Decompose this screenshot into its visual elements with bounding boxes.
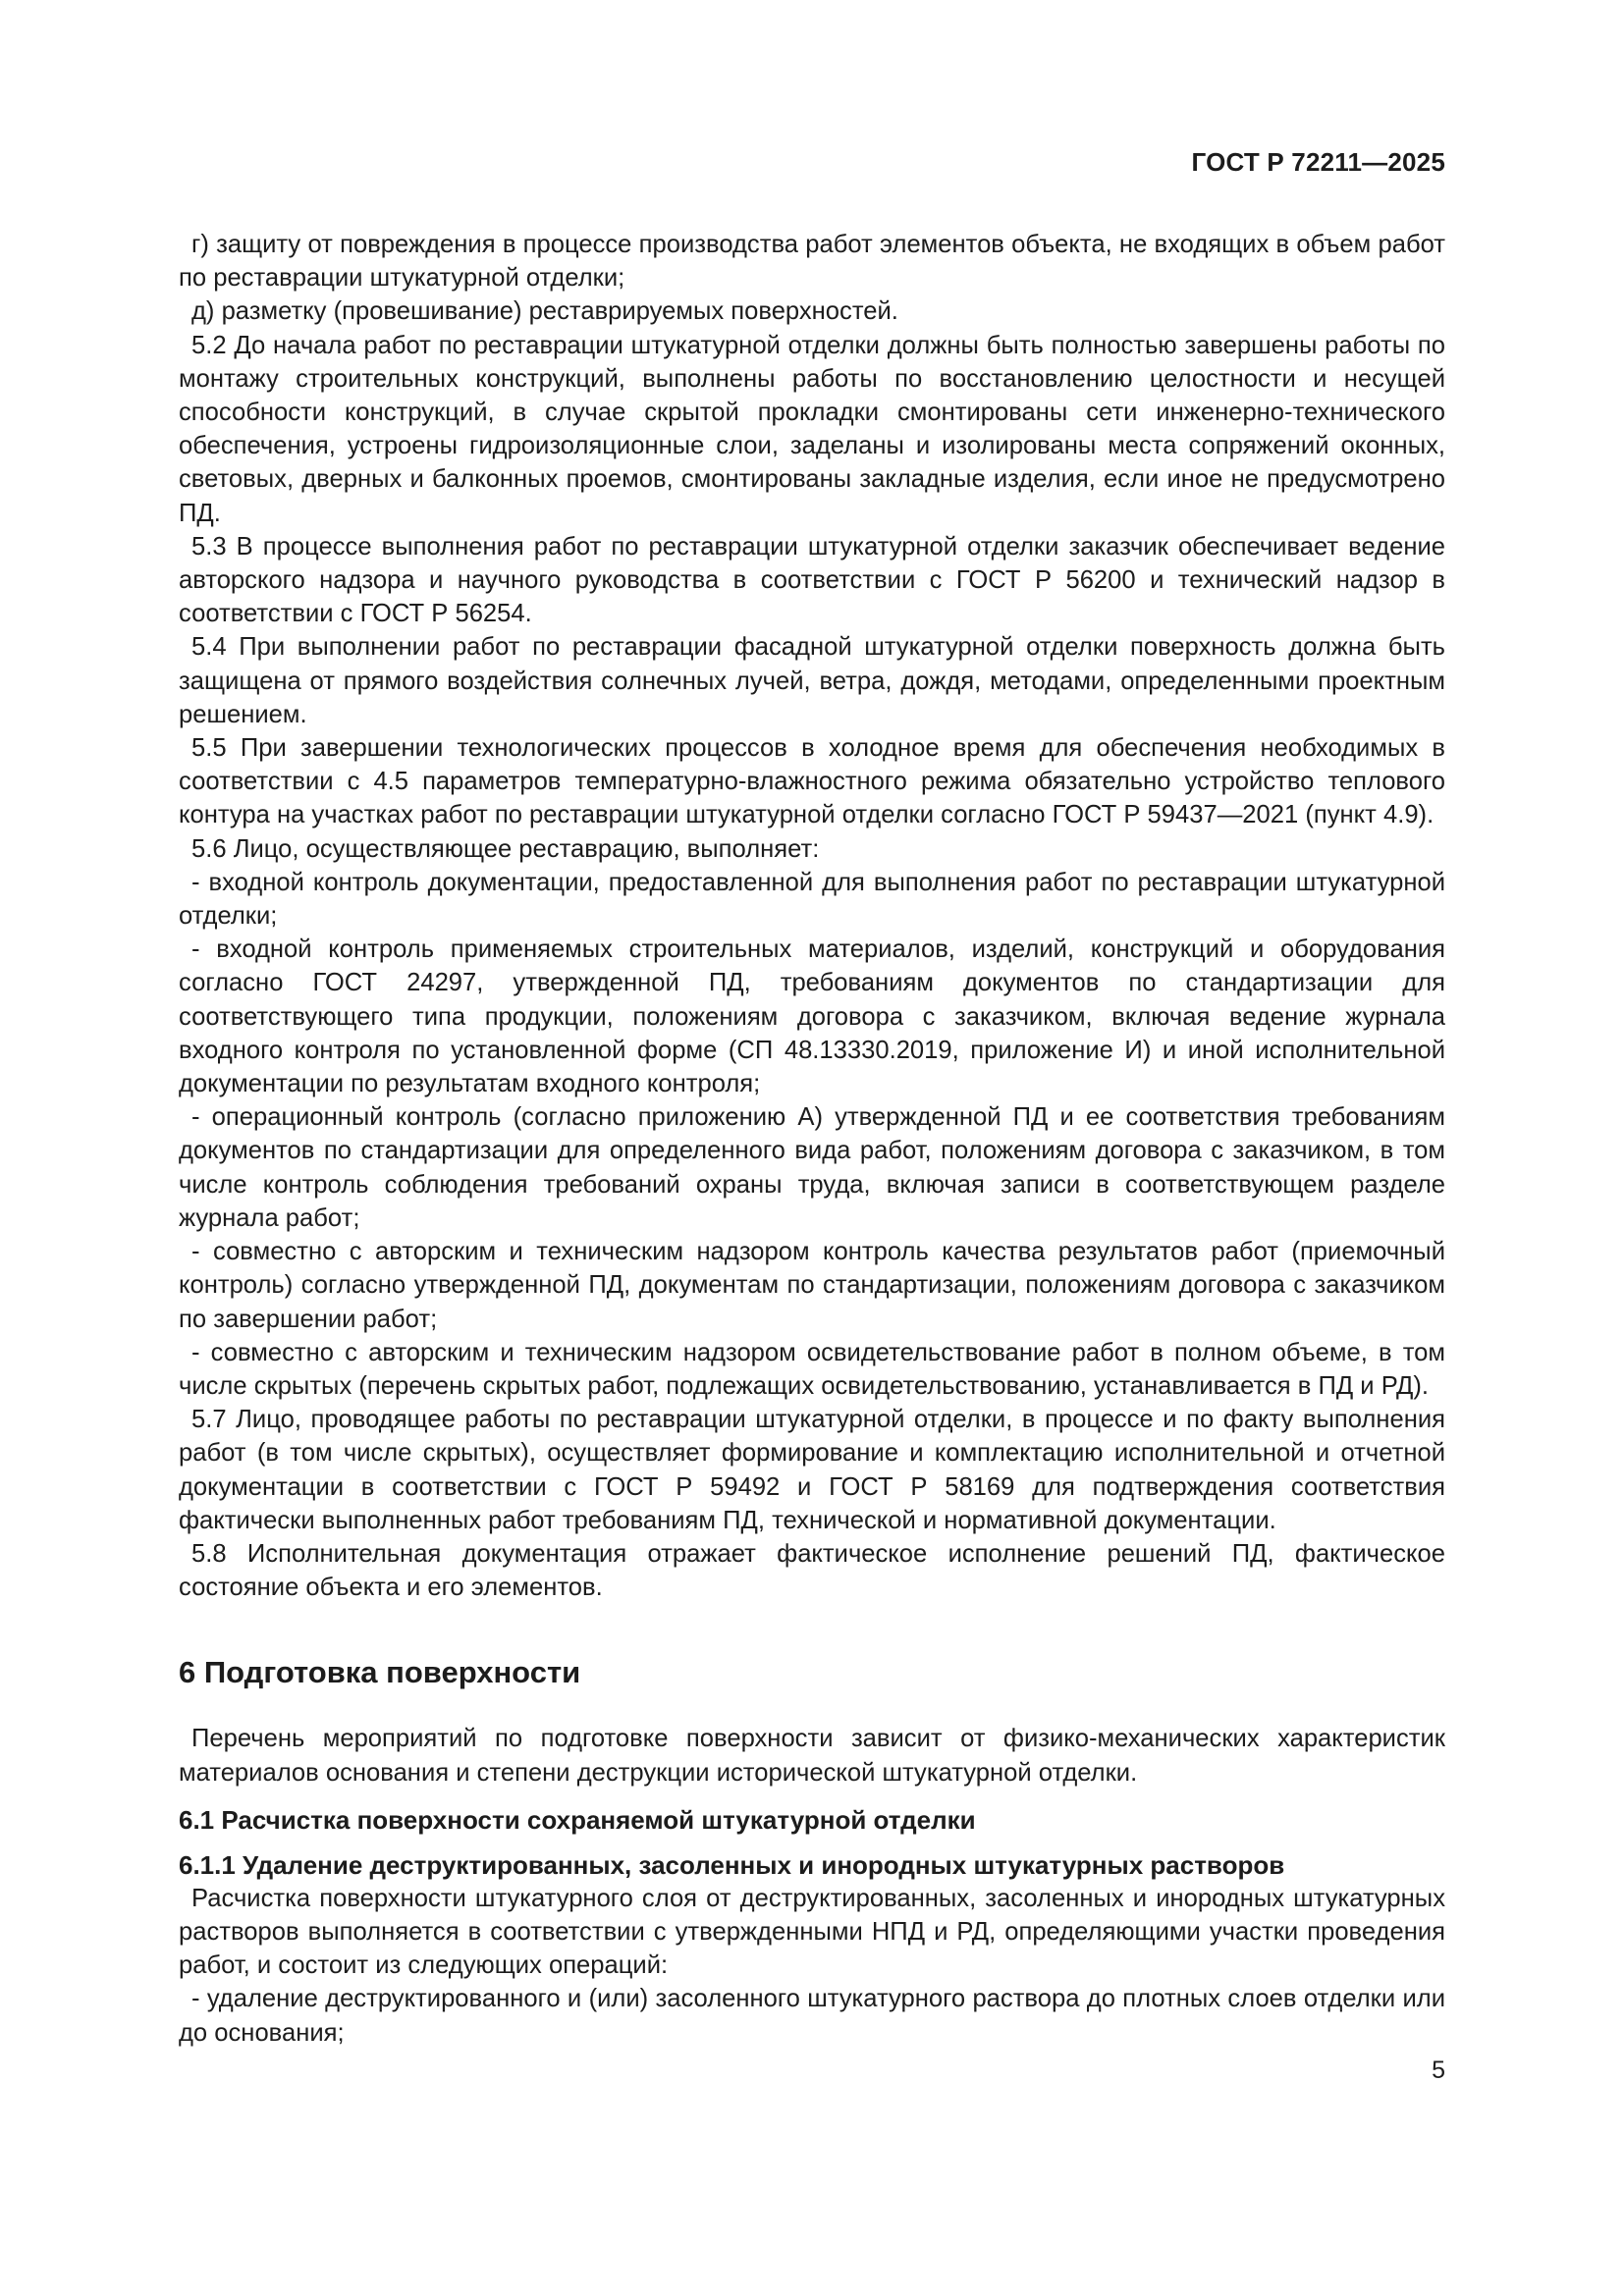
page-number: 5 — [1432, 2056, 1445, 2084]
document-body — [179, 228, 1445, 2050]
section-6-title: 6 Подготовка поверхности — [179, 1655, 581, 1690]
list-item-acceptance-control: - совместно с авторским и техническим надзором контроль качества результатов работ (приемочный контроль) согласно утвержденной ПД, документам по стандартизации, положениям договора с заказчиком по завершении работ; — [179, 1238, 1445, 1333]
paragraph-5-2: 5.2 До начала работ по реставрации штукатурной отделки должны быть полностью завершены работы по монтажу строительных конструкций, выполнены работы по восстановлению целостности и несущей способности конструкций, в случае скрытой прокладки смонтированы сети инженерно-технического обеспечения, устроены гидроизоляционные слои, заделаны и изолированы места сопряжений оконных, световых, дверных и балконных проемов, смонтированы закладные изделия, если иное не предусмотрено ПД. — [179, 331, 1445, 527]
subsection-6-1-1-item-1: - удаление деструктированного и (или) засоленного штукатурного раствора до плотных слоев отделки или до основания; — [179, 1985, 1445, 2047]
subsection-6-1-1-text: Расчистка поверхности штукатурного слоя от деструктированных, засоленных и инородных штукатурных растворов выполняется в соответствии с утвержденными НПД и РД, определяющими участки проведения работ, и состоит из следующих операций: — [179, 1884, 1445, 1980]
paragraph-5-7: 5.7 Лицо, проводящее работы по реставрации штукатурной отделки, в процессе и по факту выполнения работ (в том числе скрытых), осуществляет формирование и комплектацию исполнительной и отчетной документации в соответствии с ГОСТ Р 59492 и ГОСТ Р 58169 для подтверждения соответствия фактически выполненных работ требованиям ПД, технической и нормативной документации. — [179, 1406, 1445, 1534]
document-header-id: ГОСТ Р 72211—2025 — [1191, 147, 1445, 177]
list-item-inspection: - совместно с авторским и техническим надзором освидетельствование работ в полном объеме, в том числе скрытых (перечень скрытых работ, подлежащих освидетельствованию, устанавливается в ПД и РД). — [179, 1338, 1445, 1400]
paragraph-5-8: 5.8 Исполнительная документация отражает фактическое исполнение решений ПД, фактическое состояние объекта и его элементов. — [179, 1539, 1445, 1602]
subsection-6-1-title: 6.1 Расчистка поверхности сохраняемой штукатурной отделки — [179, 1804, 976, 1835]
section-6-intro: Перечень мероприятий по подготовке поверхности зависит от физико-механических характеристик материалов основания и степени деструкции исторической штукатурной отделки. — [179, 1725, 1445, 1787]
paragraph-5-5: 5.5 При завершении технологических процессов в холодное время для обеспечения необходимых в соответствии с 4.5 параметров температурно-влажностного режима обязательно устройство теплового контура на участках работ по реставрации штукатурной отделки согласно ГОСТ Р 59437—2021 (пункт 4.9). — [179, 734, 1445, 829]
paragraph-item-d: д) разметку (провешивание) реставрируемых поверхностей. — [191, 297, 898, 326]
list-item-input-materials: - входной контроль применяемых строительных материалов, изделий, конструкций и оборудования согласно ГОСТ 24297, утвержденной ПД, требованиям документов по стандартизации для соответствующего типа продукции, положениям договора с заказчиком, включая ведение журнала входного контроля по установленной форме (СП 48.13330.2019, приложение И) и иной исполнительной документации по результатам входного контроля; — [179, 935, 1445, 1098]
paragraph-5-3: 5.3 В процессе выполнения работ по реставрации штукатурной отделки заказчик обеспечивает ведение авторского надзора и научного руководства в соответствии с ГОСТ Р 56200 и технический надзор в соответствии с ГОСТ Р 56254. — [179, 532, 1445, 628]
paragraph-5-6: 5.6 Лицо, осуществляющее реставрацию, выполняет: — [191, 834, 820, 863]
list-item-operational-control: - операционный контроль (согласно приложению А) утвержденной ПД и ее соответствия требованиям документов по стандартизации для определенного вида работ, положениям договора с заказчиком, в том числе контроль соблюдения требований охраны труда, включая записи в соответствующем разделе журнала работ; — [179, 1103, 1445, 1232]
subsection-6-1-1-title: 6.1.1 Удаление деструктированных, засоленных и инородных штукатурных растворов — [179, 1849, 1285, 1880]
paragraph-5-4: 5.4 При выполнении работ по реставрации фасадной штукатурной отделки поверхность должна быть защищена от прямого воздействия солнечных лучей, ветра, дождя, методами, определенными проектным решением. — [179, 633, 1445, 728]
paragraph-item-g: г) защиту от повреждения в процессе производства работ элементов объекта, не входящих в объем работ по реставрации штукатурной отделки; — [179, 231, 1445, 293]
list-item-input-docs: - входной контроль документации, предоставленной для выполнения работ по реставрации штукатурной отделки; — [179, 868, 1445, 931]
